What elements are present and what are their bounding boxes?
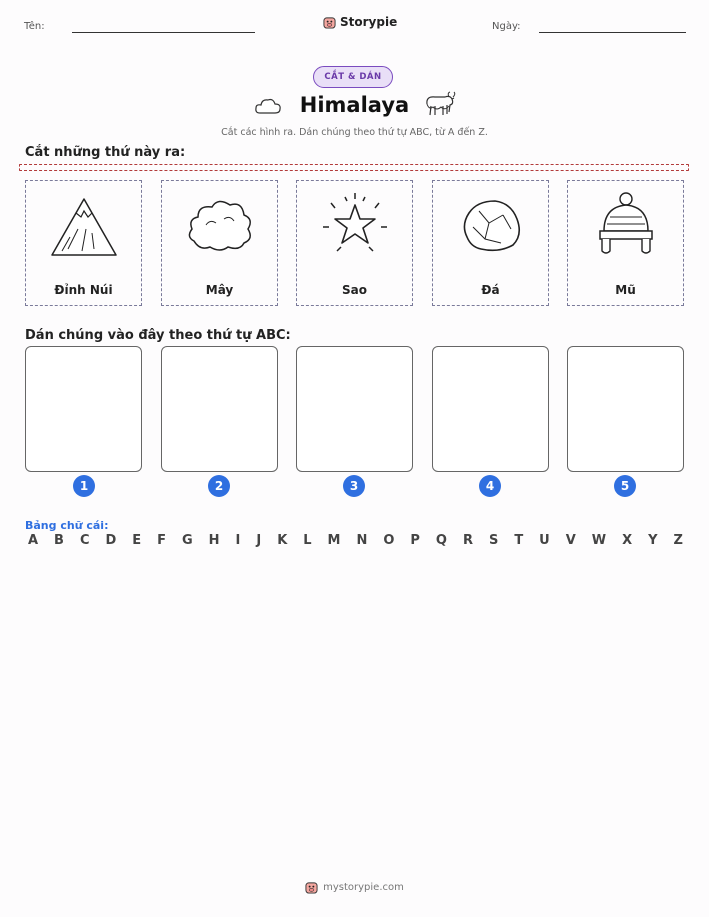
- cut-card-label: Đỉnh Núi: [54, 283, 113, 297]
- cut-card-label: Sao: [342, 283, 367, 297]
- alphabet-letter: G: [182, 533, 193, 548]
- alphabet-letter: S: [488, 533, 499, 548]
- footer-site-link[interactable]: mystorypie.com: [323, 882, 404, 893]
- alphabet-letter: L: [303, 533, 312, 548]
- paste-slot-3[interactable]: [296, 346, 413, 472]
- instructions: Cắt các hình ra. Dán chúng theo thứ tự ABC, từ A đến Z.: [221, 127, 488, 138]
- brand-logo: [323, 15, 397, 29]
- alphabet-letter: Z: [673, 533, 683, 548]
- alphabet-letter: Y: [648, 533, 658, 548]
- paste-slot-5[interactable]: [567, 346, 684, 472]
- alphabet-letter: F: [157, 533, 167, 548]
- alphabet-letter: M: [327, 533, 341, 548]
- alphabet-letter: V: [565, 533, 576, 548]
- alphabet-letter: X: [622, 533, 633, 548]
- alphabet-letter: P: [410, 533, 420, 548]
- cut-card-cloud[interactable]: [161, 180, 278, 306]
- cut-card-rock[interactable]: [432, 180, 549, 306]
- paste-heading: Dán chúng vào đây theo thứ tự ABC:: [25, 328, 291, 343]
- storypie-pig-icon: [305, 881, 318, 894]
- date-label: Ngày:: [492, 21, 521, 32]
- date-line[interactable]: [539, 32, 686, 33]
- alphabet-letter: O: [383, 533, 395, 548]
- brand-name: Storypie: [340, 15, 398, 29]
- alphabet-letter: B: [54, 533, 64, 548]
- cut-card-mountain[interactable]: [25, 180, 142, 306]
- alphabet-letter: H: [208, 533, 220, 548]
- storypie-pig-icon: [323, 16, 336, 29]
- cut-card-label: Mũ: [615, 283, 636, 297]
- alphabet-letter: T: [514, 533, 524, 548]
- slot-number-badge: 3: [343, 475, 365, 497]
- page-title: Himalaya: [299, 93, 410, 117]
- alphabet-letter: W: [591, 533, 607, 548]
- cut-card-label: Đá: [481, 283, 500, 297]
- alphabet-letter: A: [28, 533, 39, 548]
- name-label: Tên:: [24, 21, 45, 32]
- alphabet-letter: K: [277, 533, 288, 548]
- beanie-hat-icon: [590, 189, 662, 261]
- activity-badge: CẮT & DÁN: [313, 66, 393, 88]
- alphabet-letter: E: [132, 533, 142, 548]
- alphabet-row: [28, 533, 683, 548]
- yak-icon: [423, 90, 457, 120]
- alphabet-letter: R: [462, 533, 473, 548]
- alphabet-letter: J: [256, 533, 262, 548]
- alphabet-letter: D: [105, 533, 117, 548]
- paste-slot-4[interactable]: [432, 346, 549, 472]
- alphabet-letter: I: [235, 533, 241, 548]
- alphabet-letter: U: [539, 533, 550, 548]
- name-line[interactable]: [72, 32, 255, 33]
- slot-number-badge: 1: [73, 475, 95, 497]
- alphabet-title: Bảng chữ cái:: [25, 519, 109, 532]
- cut-heading: Cắt những thứ này ra:: [25, 145, 186, 160]
- alphabet-letter: Q: [435, 533, 447, 548]
- slot-number-badge: 2: [208, 475, 230, 497]
- alphabet-letter: C: [79, 533, 90, 548]
- cut-line: [19, 164, 689, 171]
- cut-card-label: Mây: [205, 283, 234, 297]
- paste-slot-1[interactable]: [25, 346, 142, 472]
- rock-icon: [455, 189, 527, 261]
- alphabet-letter: N: [356, 533, 368, 548]
- slot-number-badge: 4: [479, 475, 501, 497]
- paste-slot-2[interactable]: [161, 346, 278, 472]
- cloud-icon: [184, 189, 256, 261]
- footer: [0, 881, 709, 894]
- cut-card-hat[interactable]: [567, 180, 684, 306]
- cut-card-star[interactable]: [296, 180, 413, 306]
- star-icon: [319, 189, 391, 261]
- mountain-icon: [48, 189, 120, 261]
- slot-number-badge: 5: [614, 475, 636, 497]
